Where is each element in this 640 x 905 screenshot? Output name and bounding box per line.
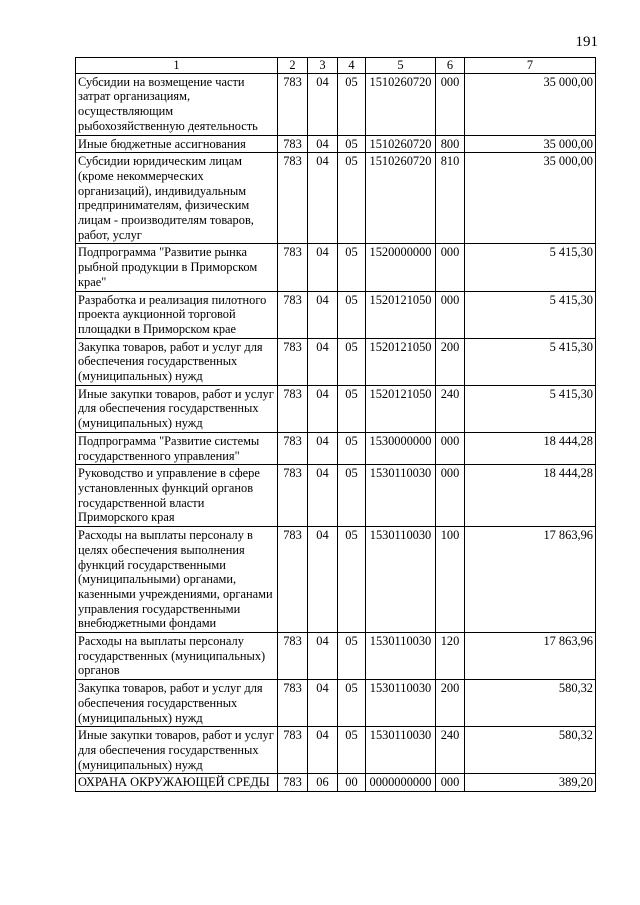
row-code-rz: 04 bbox=[308, 633, 338, 680]
table-row bbox=[76, 727, 596, 774]
row-code-vr: 200 bbox=[436, 338, 465, 385]
row-amount: 18 444,28 bbox=[465, 432, 596, 464]
table-row bbox=[76, 633, 596, 680]
row-code-rz: 04 bbox=[308, 527, 338, 633]
row-code-vr: 000 bbox=[436, 774, 465, 792]
row-code-vr: 120 bbox=[436, 633, 465, 680]
table-row bbox=[76, 291, 596, 338]
row-code-vr: 800 bbox=[436, 135, 465, 153]
column-header: 6 bbox=[436, 58, 465, 74]
row-code-csr: 1530110030 bbox=[366, 465, 436, 527]
table-header-row bbox=[76, 58, 596, 74]
row-code-gr: 783 bbox=[278, 153, 308, 244]
row-code-gr: 783 bbox=[278, 291, 308, 338]
table-row bbox=[76, 774, 596, 792]
table-row bbox=[76, 244, 596, 291]
row-amount: 35 000,00 bbox=[465, 135, 596, 153]
row-name: Руководство и управление в сфере установленных функций органов государственной власти Приморского края bbox=[76, 465, 278, 527]
row-amount: 17 863,96 bbox=[465, 633, 596, 680]
row-name: Подпрограмма "Развитие системы государственного управления" bbox=[76, 432, 278, 464]
row-code-pr: 05 bbox=[338, 135, 366, 153]
row-code-gr: 783 bbox=[278, 244, 308, 291]
row-code-csr: 1510260720 bbox=[366, 153, 436, 244]
row-code-rz: 04 bbox=[308, 432, 338, 464]
table-row bbox=[76, 338, 596, 385]
row-code-csr: 1530110030 bbox=[366, 680, 436, 727]
table-row bbox=[76, 527, 596, 633]
row-code-vr: 810 bbox=[436, 153, 465, 244]
table-row bbox=[76, 680, 596, 727]
row-code-pr: 05 bbox=[338, 633, 366, 680]
table-row bbox=[76, 432, 596, 464]
row-code-rz: 04 bbox=[308, 680, 338, 727]
row-code-rz: 04 bbox=[308, 338, 338, 385]
row-code-rz: 04 bbox=[308, 244, 338, 291]
row-code-rz: 04 bbox=[308, 73, 338, 135]
row-name: Расходы на выплаты персоналу государственных (муниципальных) органов bbox=[76, 633, 278, 680]
row-code-pr: 05 bbox=[338, 73, 366, 135]
table-row bbox=[76, 465, 596, 527]
row-code-gr: 783 bbox=[278, 135, 308, 153]
row-amount: 5 415,30 bbox=[465, 291, 596, 338]
row-code-pr: 05 bbox=[338, 244, 366, 291]
row-code-rz: 04 bbox=[308, 727, 338, 774]
table-row bbox=[76, 73, 596, 135]
row-code-pr: 05 bbox=[338, 153, 366, 244]
row-name: Иные закупки товаров, работ и услуг для обеспечения государственных (муниципальных) нужд bbox=[76, 727, 278, 774]
row-code-rz: 04 bbox=[308, 291, 338, 338]
row-code-pr: 05 bbox=[338, 527, 366, 633]
row-code-pr: 05 bbox=[338, 291, 366, 338]
row-name: Подпрограмма "Развитие рынка рыбной продукции в Приморском крае" bbox=[76, 244, 278, 291]
row-code-csr: 1530110030 bbox=[366, 633, 436, 680]
row-name: Субсидии юридическим лицам (кроме некоммерческих организаций), индивидуальным предпринимателям, физическим лицам - производителям товаров, работ, услуг bbox=[76, 153, 278, 244]
row-code-vr: 000 bbox=[436, 291, 465, 338]
row-amount: 5 415,30 bbox=[465, 385, 596, 432]
row-amount: 17 863,96 bbox=[465, 527, 596, 633]
row-code-csr: 1530000000 bbox=[366, 432, 436, 464]
row-name: Иные бюджетные ассигнования bbox=[76, 135, 278, 153]
column-header: 7 bbox=[465, 58, 596, 74]
row-code-vr: 200 bbox=[436, 680, 465, 727]
row-name: Закупка товаров, работ и услуг для обеспечения государственных (муниципальных) нужд bbox=[76, 680, 278, 727]
row-code-vr: 240 bbox=[436, 385, 465, 432]
row-amount: 18 444,28 bbox=[465, 465, 596, 527]
row-code-pr: 05 bbox=[338, 338, 366, 385]
row-name: ОХРАНА ОКРУЖАЮЩЕЙ СРЕДЫ bbox=[76, 774, 278, 792]
column-header: 5 bbox=[366, 58, 436, 74]
page-number: 191 bbox=[575, 34, 598, 50]
row-code-gr: 783 bbox=[278, 432, 308, 464]
row-code-rz: 06 bbox=[308, 774, 338, 792]
row-code-csr: 1520121050 bbox=[366, 338, 436, 385]
row-code-rz: 04 bbox=[308, 385, 338, 432]
row-code-csr: 1520121050 bbox=[366, 291, 436, 338]
row-code-vr: 000 bbox=[436, 244, 465, 291]
row-code-csr: 1520121050 bbox=[366, 385, 436, 432]
row-code-csr: 1530110030 bbox=[366, 527, 436, 633]
row-amount: 580,32 bbox=[465, 680, 596, 727]
row-code-vr: 000 bbox=[436, 73, 465, 135]
row-code-gr: 783 bbox=[278, 338, 308, 385]
row-amount: 35 000,00 bbox=[465, 73, 596, 135]
row-amount: 5 415,30 bbox=[465, 244, 596, 291]
row-name: Закупка товаров, работ и услуг для обеспечения государственных (муниципальных) нужд bbox=[76, 338, 278, 385]
row-code-csr: 0000000000 bbox=[366, 774, 436, 792]
row-code-vr: 100 bbox=[436, 527, 465, 633]
row-code-rz: 04 bbox=[308, 153, 338, 244]
row-code-gr: 783 bbox=[278, 680, 308, 727]
row-code-pr: 05 bbox=[338, 465, 366, 527]
row-code-gr: 783 bbox=[278, 527, 308, 633]
table-row bbox=[76, 153, 596, 244]
row-name: Разработка и реализация пилотного проекта аукционной торговой площадки в Приморском крае bbox=[76, 291, 278, 338]
row-code-pr: 05 bbox=[338, 727, 366, 774]
row-code-gr: 783 bbox=[278, 727, 308, 774]
row-code-csr: 1510260720 bbox=[366, 135, 436, 153]
row-name: Иные закупки товаров, работ и услуг для обеспечения государственных (муниципальных) нужд bbox=[76, 385, 278, 432]
row-amount: 580,32 bbox=[465, 727, 596, 774]
row-code-pr: 05 bbox=[338, 680, 366, 727]
row-code-pr: 05 bbox=[338, 385, 366, 432]
row-code-pr: 05 bbox=[338, 432, 366, 464]
row-amount: 5 415,30 bbox=[465, 338, 596, 385]
column-header: 1 bbox=[76, 58, 278, 74]
row-code-gr: 783 bbox=[278, 774, 308, 792]
row-code-csr: 1510260720 bbox=[366, 73, 436, 135]
row-code-csr: 1520000000 bbox=[366, 244, 436, 291]
row-code-gr: 783 bbox=[278, 633, 308, 680]
row-code-rz: 04 bbox=[308, 465, 338, 527]
row-code-pr: 00 bbox=[338, 774, 366, 792]
table-row bbox=[76, 135, 596, 153]
row-name: Субсидии на возмещение части затрат организациям, осуществляющим рыбохозяйственную деятельность bbox=[76, 73, 278, 135]
row-code-gr: 783 bbox=[278, 465, 308, 527]
row-code-csr: 1530110030 bbox=[366, 727, 436, 774]
budget-table bbox=[75, 57, 596, 792]
row-code-vr: 000 bbox=[436, 432, 465, 464]
row-name: Расходы на выплаты персоналу в целях обеспечения выполнения функций государственными (муниципальными) органами, казенными учреждениями, органами управления государственными внебюджетными фондами bbox=[76, 527, 278, 633]
row-amount: 35 000,00 bbox=[465, 153, 596, 244]
row-amount: 389,20 bbox=[465, 774, 596, 792]
row-code-rz: 04 bbox=[308, 135, 338, 153]
column-header: 3 bbox=[308, 58, 338, 74]
row-code-gr: 783 bbox=[278, 385, 308, 432]
row-code-vr: 000 bbox=[436, 465, 465, 527]
row-code-gr: 783 bbox=[278, 73, 308, 135]
column-header: 2 bbox=[278, 58, 308, 74]
row-code-vr: 240 bbox=[436, 727, 465, 774]
column-header: 4 bbox=[338, 58, 366, 74]
table-row bbox=[76, 385, 596, 432]
